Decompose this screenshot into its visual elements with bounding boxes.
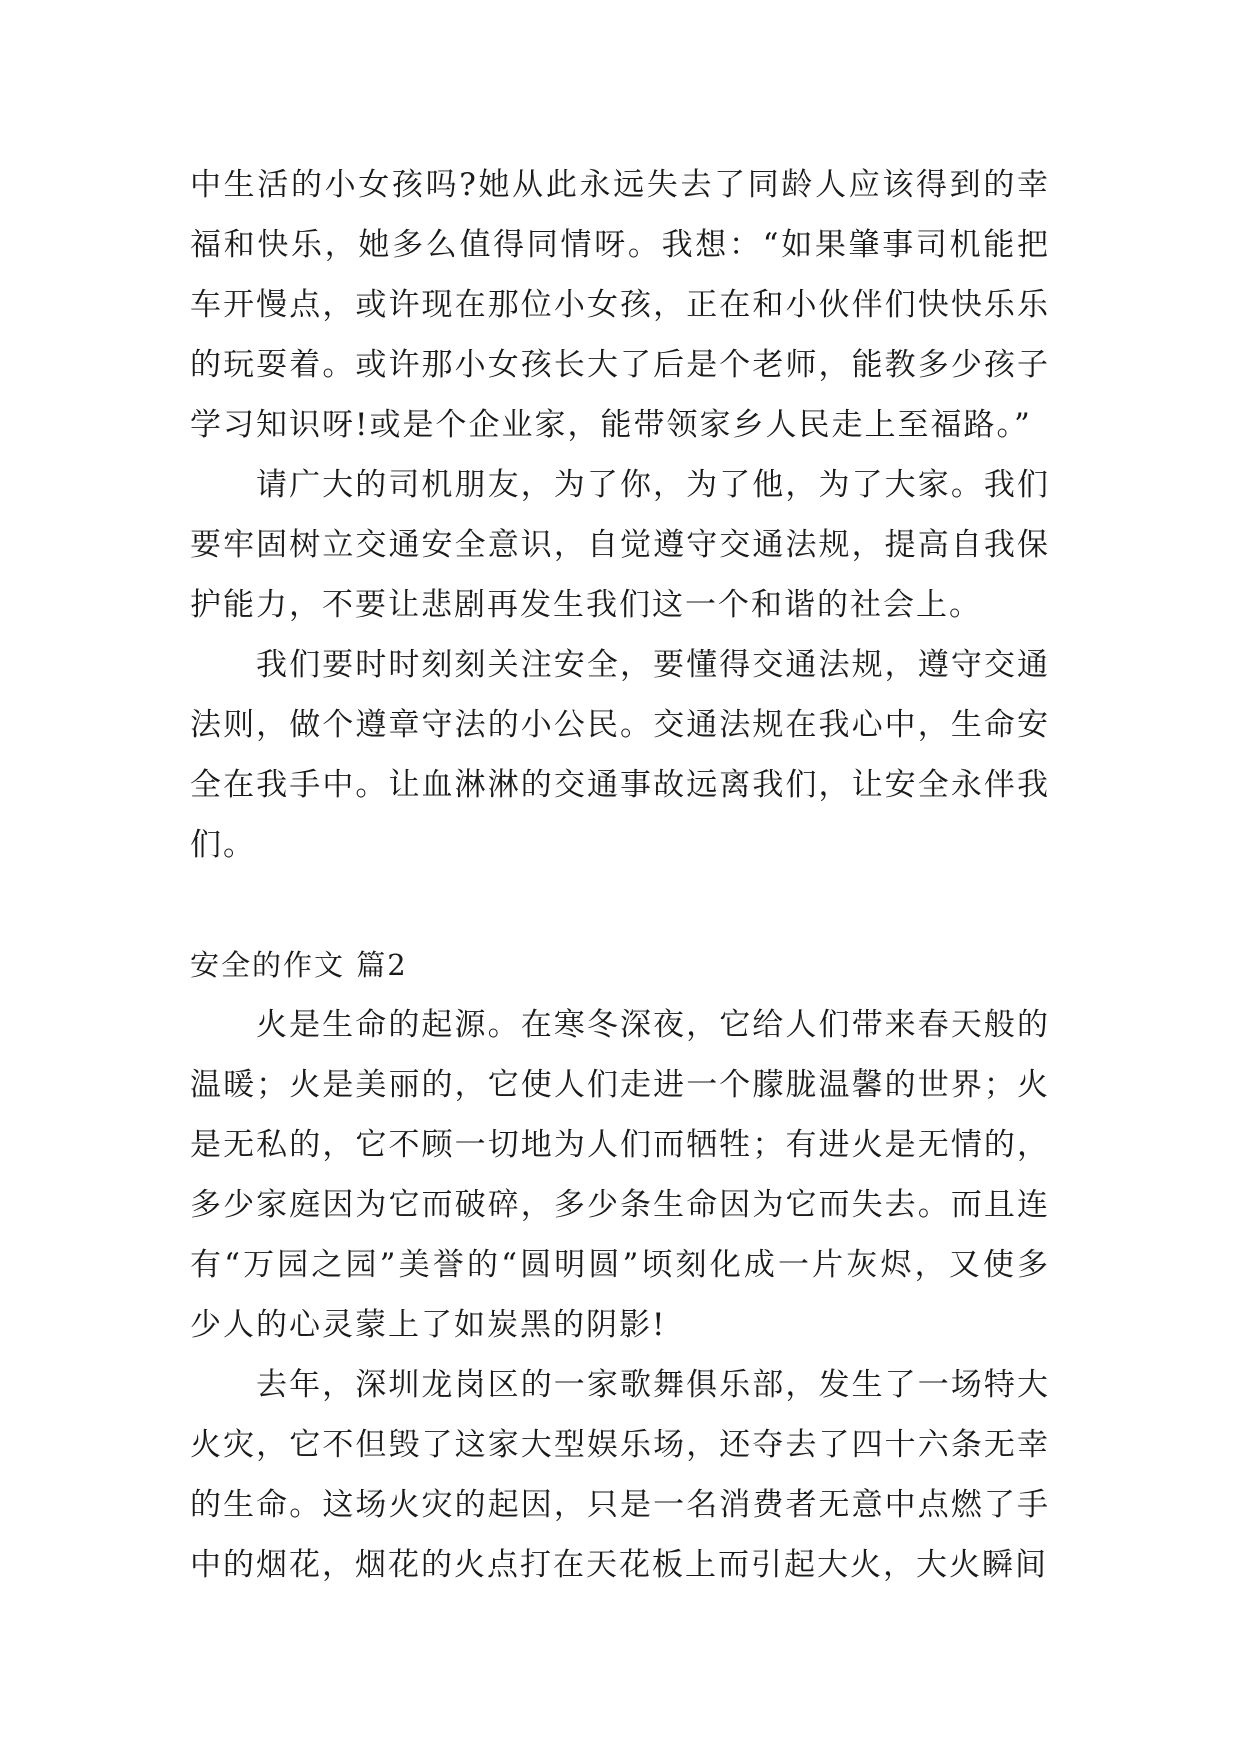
- document-body: [190, 155, 1050, 1595]
- paragraph-safety-conclusion: 我们要时时刻刻关注安全，要懂得交通法规，遵守交通法则，做个遵章守法的小公民。交通法规在我心中，生命安全在我手中。让血淋淋的交通事故远离我们，让安全永伴我们。: [190, 647, 1050, 863]
- paragraph-continuation: 中生活的小女孩吗?她从此永远失去了同龄人应该得到的幸福和快乐，她多么值得同情呀。我想：“如果肇事司机能把车开慢点，或许现在那位小女孩，正在和小伙伴们快快乐乐的玩耍着。或许那小女孩长大了后是个老师，能教多少孩子学习知识呀!或是个企业家，能带领家乡人民走上至福路。”: [190, 167, 1050, 443]
- paragraph-fire-intro: 火是生命的起源。在寒冬深夜，它给人们带来春天般的温暖；火是美丽的，它使人们走进一个朦胧温馨的世界；火是无私的，它不顾一切地为人们而牺牲；有进火是无情的，多少家庭因为它而破碎，多少条生命因为它而失去。而且连有“万园之园”美誉的“圆明圆”顷刻化成一片灰烬，又使多少人的心灵蒙上了如炭黑的阴影!: [190, 1007, 1050, 1343]
- section-title: 安全的作文 篇2: [190, 948, 408, 982]
- paragraph-fire-incident: 去年，深圳龙岗区的一家歌舞俱乐部，发生了一场特大火灾，它不但毁了这家大型娱乐场，还夺去了四十六条无幸的生命。这场火灾的起因，只是一名消费者无意中点燃了手中的烟花，烟花的火点打在天花板上而引起大火，大火瞬间: [190, 1367, 1050, 1583]
- paragraph-drivers-appeal: 请广大的司机朋友，为了你，为了他，为了大家。我们要牢固树立交通安全意识，自觉遵守交通法规，提高自我保护能力，不要让悲剧再发生我们这一个和谐的社会上。: [190, 467, 1050, 623]
